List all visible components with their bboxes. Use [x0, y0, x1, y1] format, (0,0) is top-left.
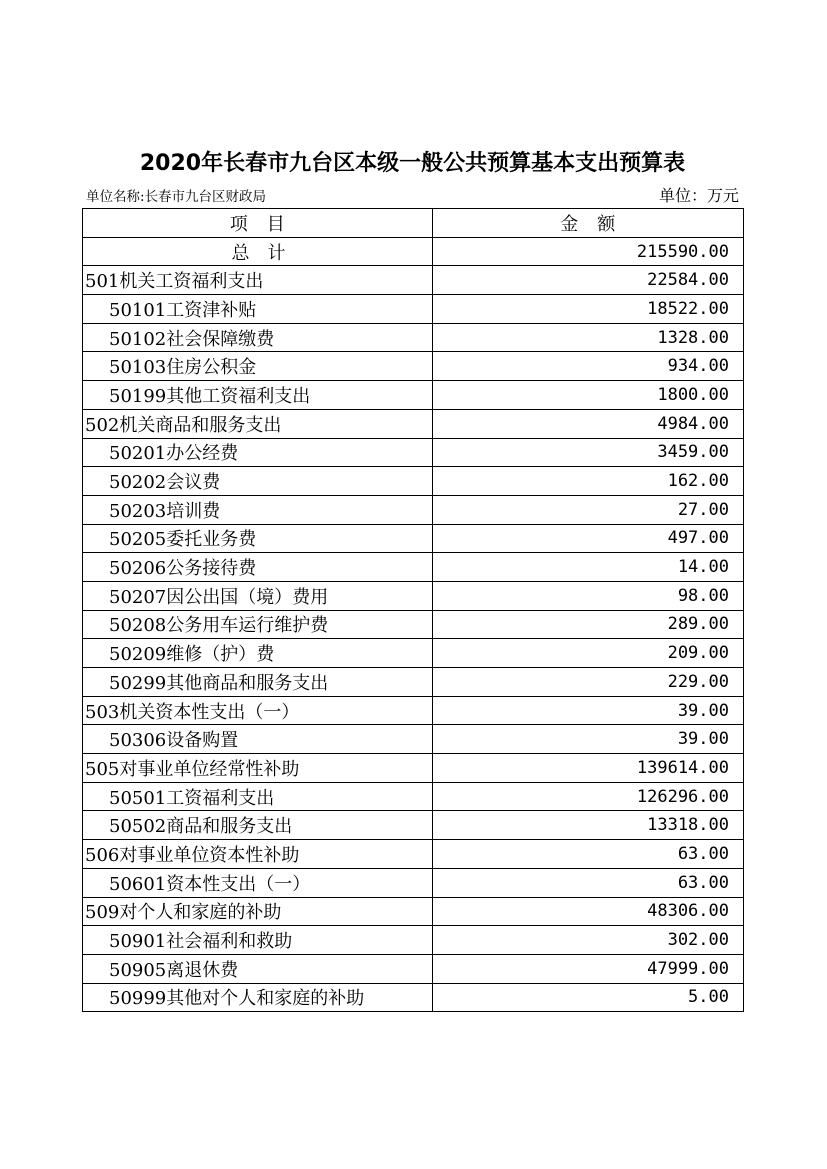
row-amount: 1800.00: [433, 381, 744, 410]
row-item-name: 总 计: [83, 237, 433, 266]
row-amount: 13318.00: [433, 811, 744, 840]
table-row: [83, 553, 744, 582]
row-item-name: 50201办公经费: [83, 438, 433, 467]
row-item-name: 50203培训费: [83, 495, 433, 524]
row-item-name: 505对事业单位经常性补助: [83, 754, 433, 783]
table-row: [83, 495, 744, 524]
table-row: [83, 524, 744, 553]
table-row: [83, 868, 744, 897]
table-row: [83, 668, 744, 697]
row-amount: 63.00: [433, 840, 744, 869]
row-amount: 47999.00: [433, 954, 744, 983]
table-row: [83, 237, 744, 266]
table-row: [83, 266, 744, 295]
row-amount: 98.00: [433, 581, 744, 610]
table-row: [83, 754, 744, 783]
budget-table: [82, 208, 744, 1012]
row-item-name: 50502商品和服务支出: [83, 811, 433, 840]
row-item-name: 50905离退休费: [83, 954, 433, 983]
table-row: [83, 811, 744, 840]
unit-label: 单位：万元: [658, 186, 739, 205]
table-row: [83, 983, 744, 1012]
row-item-name: 50207因公出国（境）费用: [83, 581, 433, 610]
table-row: [83, 782, 744, 811]
table-header-row: [83, 209, 744, 238]
row-amount: 209.00: [433, 639, 744, 668]
row-amount: 39.00: [433, 725, 744, 754]
row-item-name: 50102社会保障缴费: [83, 323, 433, 352]
row-amount: 27.00: [433, 495, 744, 524]
row-amount: 14.00: [433, 553, 744, 582]
row-item-name: 50209维修（护）费: [83, 639, 433, 668]
row-amount: 39.00: [433, 696, 744, 725]
table-row: [83, 409, 744, 438]
row-amount: 215590.00: [433, 237, 744, 266]
page-title: 2020年长春市九台区本级一般公共预算基本支出预算表: [139, 151, 686, 176]
row-item-name: 50208公务用车运行维护费: [83, 610, 433, 639]
row-amount: 126296.00: [433, 782, 744, 811]
table-row: [83, 610, 744, 639]
row-item-name: 50999其他对个人和家庭的补助: [83, 983, 433, 1012]
table-row: [83, 954, 744, 983]
row-item-name: 50901社会福利和救助: [83, 926, 433, 955]
row-item-name: 50101工资津补贴: [83, 295, 433, 324]
row-amount: 302.00: [433, 926, 744, 955]
row-item-name: 502机关商品和服务支出: [83, 409, 433, 438]
row-item-name: 50103住房公积金: [83, 352, 433, 381]
row-item-name: 50299其他商品和服务支出: [83, 668, 433, 697]
table-row: [83, 438, 744, 467]
table-row: [83, 323, 744, 352]
row-amount: 48306.00: [433, 897, 744, 926]
table-row: [83, 840, 744, 869]
column-header-amount: 金 额: [433, 209, 744, 238]
row-amount: 162.00: [433, 467, 744, 496]
row-item-name: 50601资本性支出（一）: [83, 868, 433, 897]
row-item-name: 50199其他工资福利支出: [83, 381, 433, 410]
row-item-name: 509对个人和家庭的补助: [83, 897, 433, 926]
table-row: [83, 639, 744, 668]
table-row: [83, 696, 744, 725]
table-row: [83, 295, 744, 324]
column-header-item: 项 目: [83, 209, 433, 238]
row-item-name: 506对事业单位资本性补助: [83, 840, 433, 869]
table-row: [83, 926, 744, 955]
row-item-name: 50206公务接待费: [83, 553, 433, 582]
table-row: [83, 352, 744, 381]
table-body: [83, 237, 744, 1012]
table-row: [83, 897, 744, 926]
row-item-name: 50306设备购置: [83, 725, 433, 754]
table-row: [83, 381, 744, 410]
row-amount: 934.00: [433, 352, 744, 381]
row-item-name: 50501工资福利支出: [83, 782, 433, 811]
row-item-name: 501机关工资福利支出: [83, 266, 433, 295]
table-row: [83, 581, 744, 610]
row-item-name: 50205委托业务费: [83, 524, 433, 553]
row-amount: 229.00: [433, 668, 744, 697]
table-row: [83, 725, 744, 754]
row-item-name: 503机关资本性支出（一）: [83, 696, 433, 725]
row-item-name: 50202会议费: [83, 467, 433, 496]
row-amount: 22584.00: [433, 266, 744, 295]
row-amount: 4984.00: [433, 409, 744, 438]
row-amount: 497.00: [433, 524, 744, 553]
row-amount: 3459.00: [433, 438, 744, 467]
unit-name-label: 单位名称:长春市九台区财政局: [86, 189, 267, 205]
row-amount: 18522.00: [433, 295, 744, 324]
row-amount: 289.00: [433, 610, 744, 639]
row-amount: 139614.00: [433, 754, 744, 783]
row-amount: 5.00: [433, 983, 744, 1012]
row-amount: 63.00: [433, 868, 744, 897]
row-amount: 1328.00: [433, 323, 744, 352]
table-row: [83, 467, 744, 496]
